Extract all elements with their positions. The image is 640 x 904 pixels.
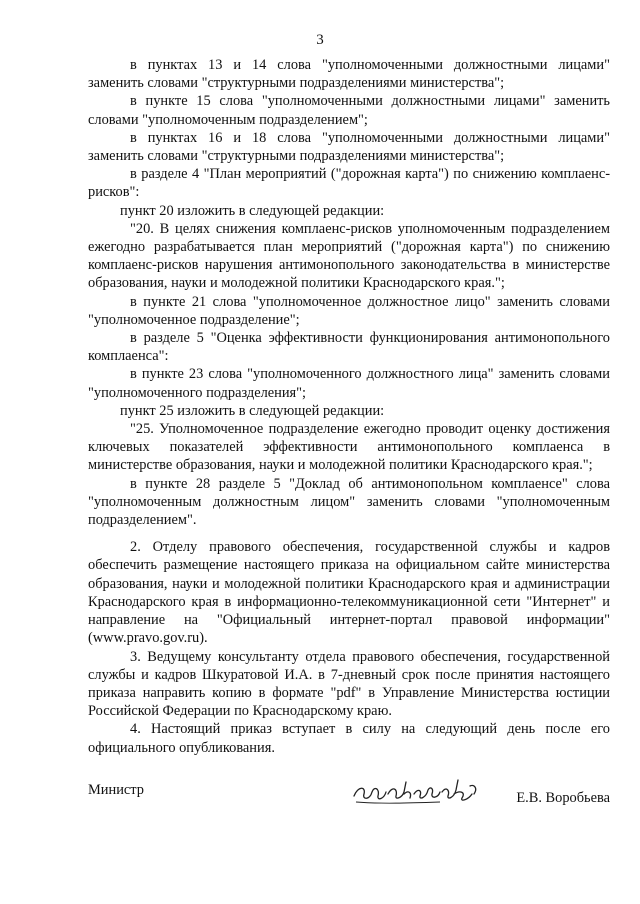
paragraph-item-20-intro: пункт 20 изложить в следующей редакции: (120, 202, 385, 219)
page-number: 3 (316, 32, 324, 48)
paragraph-clause-4: 4. Настоящий приказ вступает в силу на следующий день после его официального опубликования. (88, 721, 610, 756)
paragraph-item-20-text: "20. В целях снижения комплаенс-рисков уполномоченным подразделением ежегодно разрабатывается план мероприятий ("дорожная карта") по снижению комплаенс-рисков нарушения антимонопольного законодательства в министерстве образования, науки и молодежной политики Краснодарского края."; (88, 220, 610, 292)
signature-block (88, 778, 610, 818)
paragraph-amend-28: в пункте 28 разделе 5 "Доклад об антимонопольном комплаенсе" слова "уполномоченным должностным лицом" заменить словами "уполномоченным подразделением". (88, 475, 610, 529)
paragraph-item-25-intro: пункт 25 изложить в следующей редакции: (120, 402, 385, 419)
handwritten-signature (350, 772, 490, 808)
paragraph-amend-16-18: в пунктах 16 и 18 слова "уполномоченными должностными лицами" заменить словами "структурными подразделениями министерства"; (88, 129, 610, 165)
paragraph-section-5: в разделе 5 "Оценка эффективности функционирования антимонопольного комплаенса": (88, 330, 610, 365)
paragraph-section-4: в разделе 4 "План мероприятий ("дорожная карта") по снижению комплаенс-рисков": (88, 166, 610, 201)
paragraph-amend-15: в пункте 15 слова "уполномоченными должностными лицами" заменить словами "уполномоченным подразделением"; (88, 93, 610, 128)
paragraph-amend-23: в пункте 23 слова "уполномоченного должностного лица" заменить словами "уполномоченного подразделения"; (88, 366, 610, 401)
paragraph-clause-3: 3. Ведущему консультанту отдела правового обеспечения, государственной службы и кадров Шкуратовой И.А. в 7-дневный срок после принятия настоящего приказа направить копию в формате "pdf" в Управление Министерства юстиции Российской Федерации по Краснодарскому краю. (88, 648, 610, 720)
document-body (88, 56, 610, 757)
paragraph-clause-2: 2. Отделу правового обеспечения, государственной службы и кадров обеспечить размещение настоящего приказа на официальном сайте министерства образования, науки и молодежной политики Краснодарского края и администрации Краснодарского края в информационно-телекоммуникационной сети "Интернет" и направление на "Официальный интернет-портал правовой информации" (www.pravo.gov.ru). (88, 539, 610, 647)
paragraph-amend-13-14: в пунктах 13 и 14 слова "уполномоченными должностными лицами" заменить словами "структурными подразделениями министерства"; (88, 57, 610, 92)
signatory-name: Е.В. Воробьева (516, 790, 610, 806)
paragraph-item-25-text: "25. Уполномоченное подразделение ежегодно проводит оценку достижения ключевых показателей эффективности антимонопольного комплаенса в министерстве образования, науки и молодежной политики Краснодарского края."; (88, 421, 610, 474)
paragraph-amend-21: в пункте 21 слова "уполномоченное должностное лицо" заменить словами "уполномоченное подразделение"; (88, 293, 610, 328)
signatory-title: Министр (88, 782, 144, 798)
